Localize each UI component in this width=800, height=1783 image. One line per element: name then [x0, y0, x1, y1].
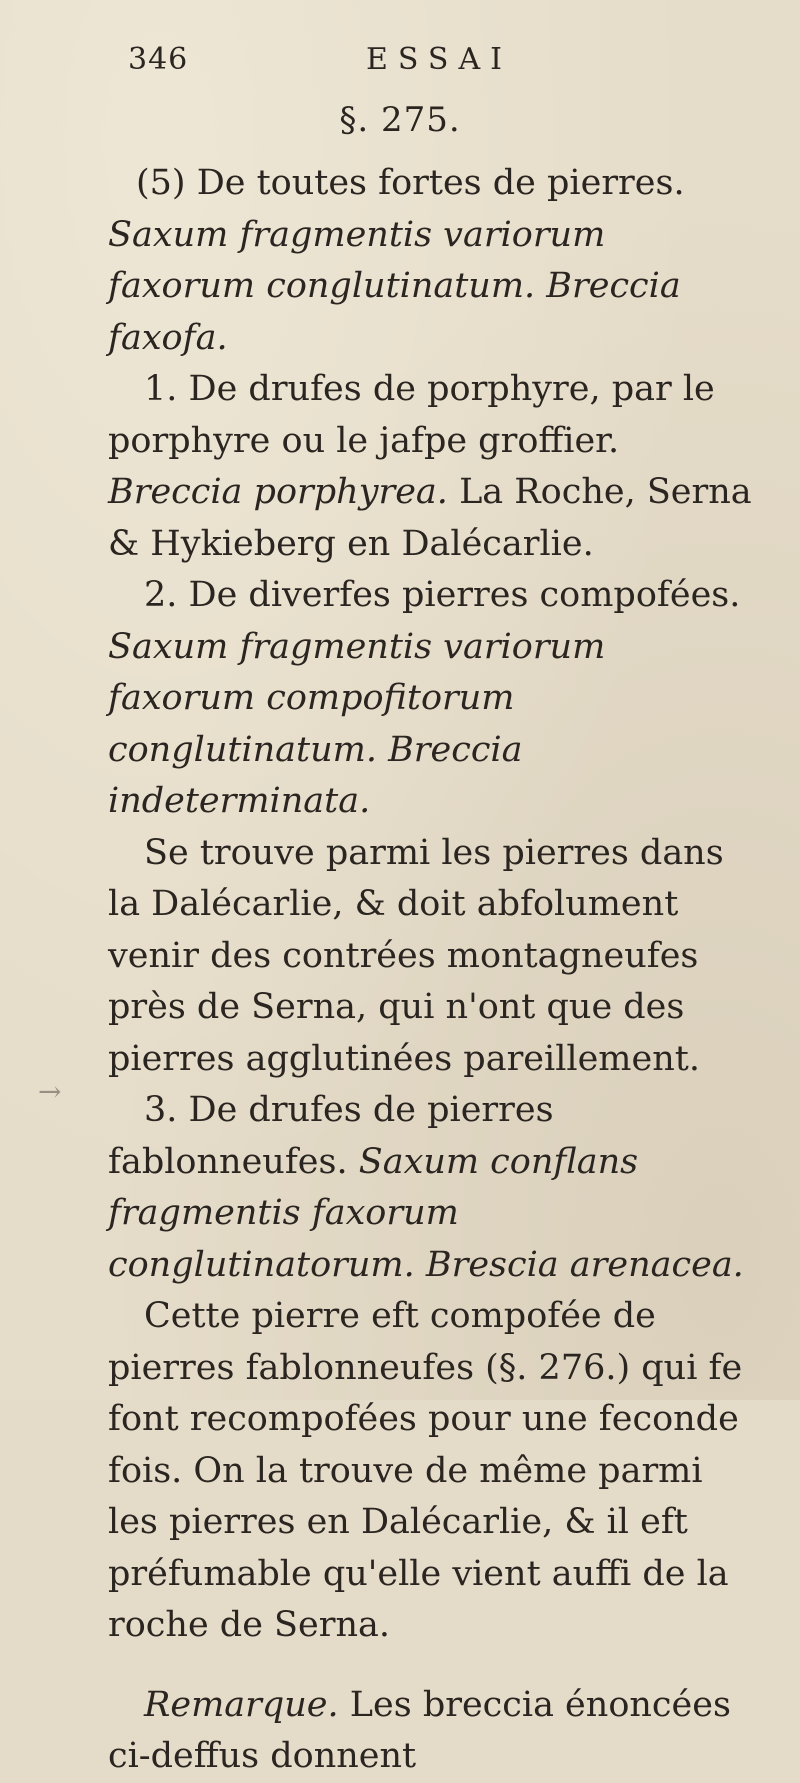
item-3-text: 3. De drufes de pierres fablonneufes. [108, 1090, 554, 1182]
item-1-tail: La Roche, Serna & Hykieberg en Dalécarlie. [108, 472, 752, 564]
intro-paragraph [108, 158, 763, 364]
remark-label: Remarque. [144, 1684, 339, 1725]
running-title: ESSAI [366, 42, 512, 77]
body-text [108, 158, 763, 1783]
item-1-text: 1. De drufes de porphyre, par le porphyre ou le jafpe groffier. [108, 369, 715, 461]
item-2-text: 2. De diverfes pierres compofées. [144, 575, 741, 615]
section-number: §. 275. [339, 100, 461, 140]
remark-paragraph [108, 1680, 763, 1783]
item-3-note: Cette pierre eft compofée de pierres fablonneufes (§. 276.) qui fe font recompofées pour une feconde fois. On la trouve de même parmi les pierres en Dalécarlie, & il eft préfumable qu'elle vient auffi de la roche de Serna. [108, 1296, 743, 1645]
item-3 [108, 1085, 763, 1291]
remark-text: Les breccia énoncées ci-deffus donnent [108, 1684, 731, 1776]
intro-latin: Saxum fragmentis variorum faxorum conglutinatum. Breccia faxofa. [108, 214, 681, 358]
item-2-note: Se trouve parmi les pierres dans la Dalécarlie, & doit abfolument venir des contrées montagneufes près de Serna, qui n'ont que des pierres agglutinées pareillement. [108, 832, 724, 1079]
item-1-latin: Breccia porphyrea. [108, 472, 448, 512]
item-1 [108, 364, 763, 570]
margin-arrow: → [38, 1075, 62, 1108]
intro-text: (5) De toutes fortes de pierres. [136, 163, 685, 203]
item-2-latin: Saxum fragmentis variorum faxorum compofitorum conglutinatum. Breccia indeterminata. [108, 626, 606, 821]
item-2 [108, 570, 763, 828]
paragraph-gap [108, 1652, 763, 1680]
page-number: 346 [128, 42, 189, 77]
item-3-latin: Saxum conflans fragmentis faxorum conglutinatorum. Brescia arenacea. [108, 1141, 744, 1285]
page-header [128, 42, 648, 92]
